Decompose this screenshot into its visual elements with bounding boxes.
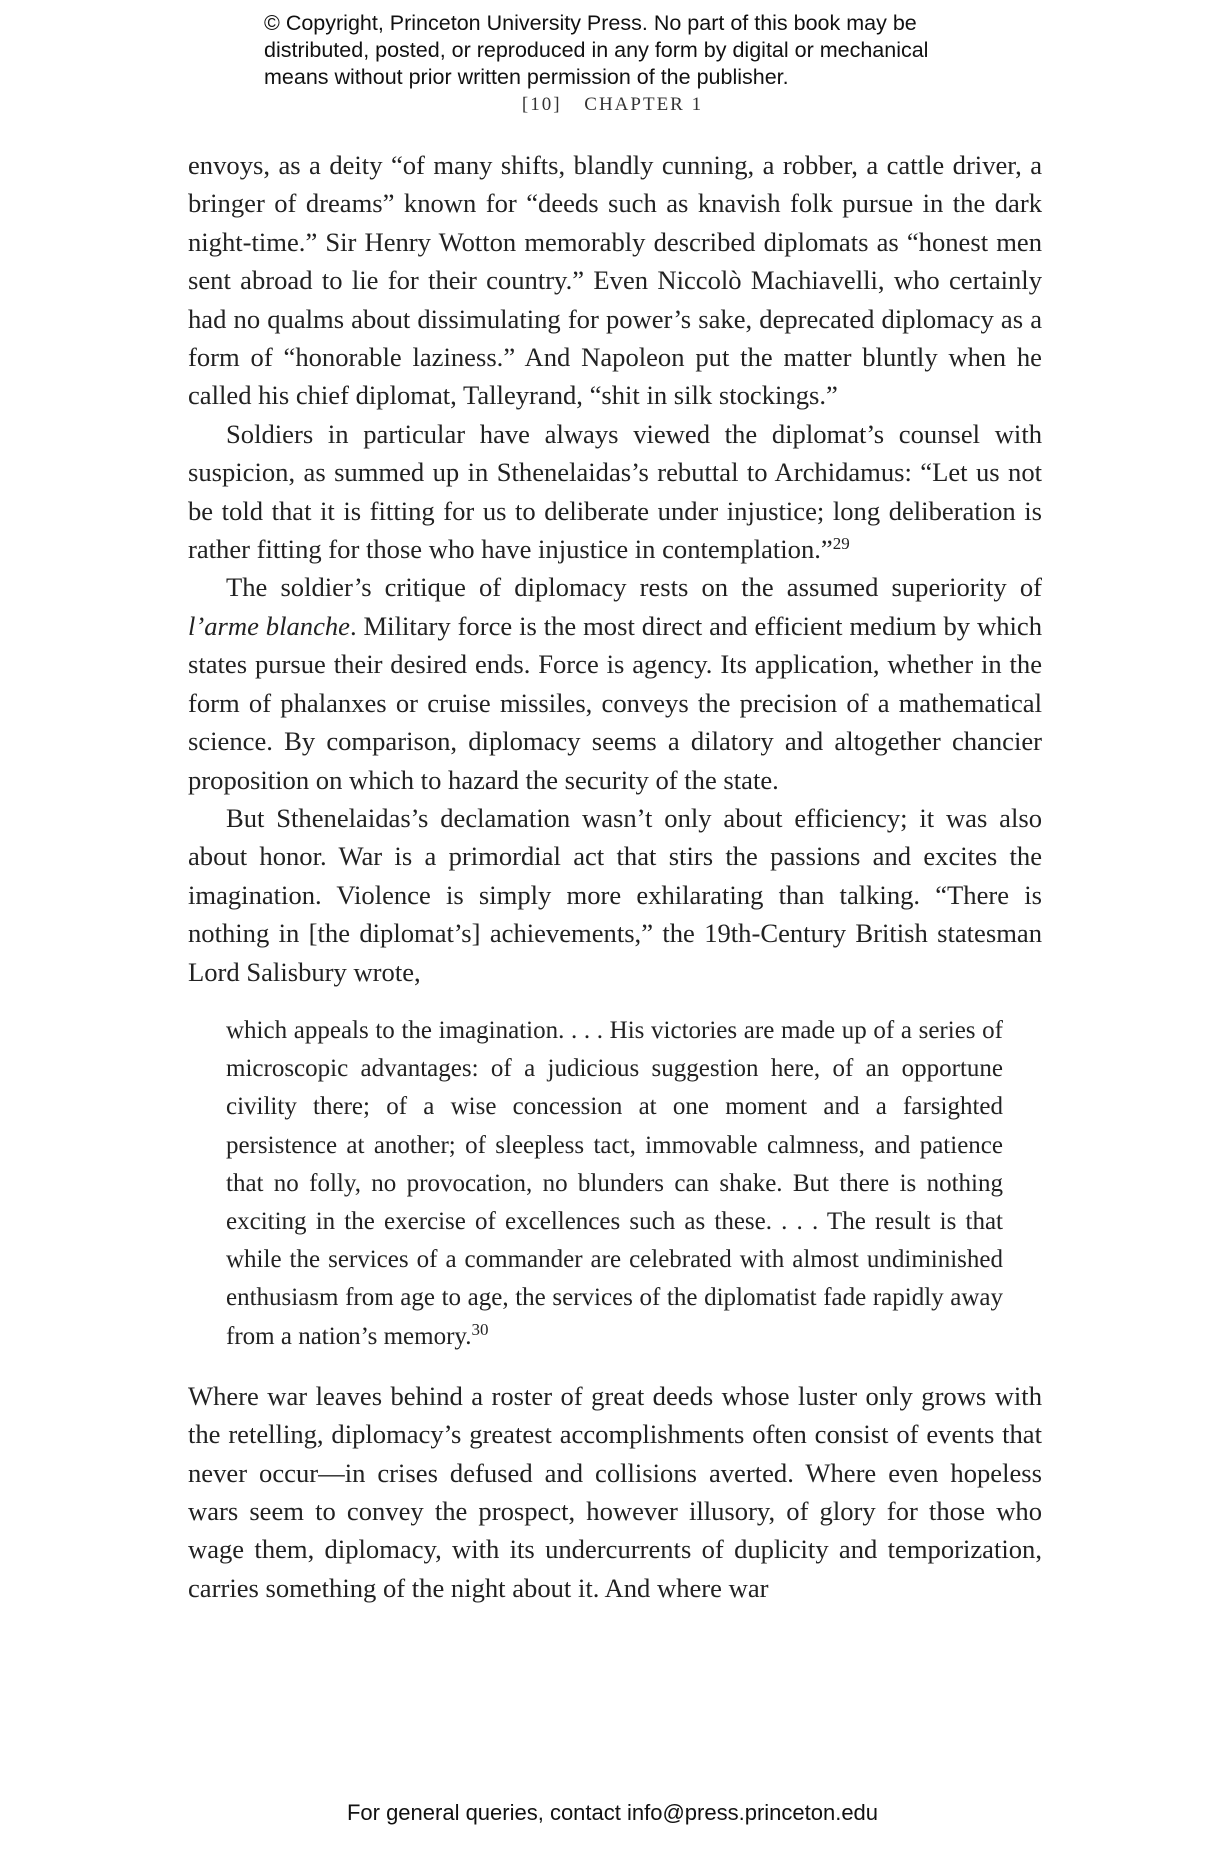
copyright-notice [264, 10, 984, 91]
copyright-line: distributed, posted, or reproduced in any form by digital or mechanical [264, 38, 929, 62]
paragraph: Where war leaves behind a roster of great deeds whose luster only grows with the retelling, diplomacy’s greatest accomplishments often consist of events that never occur—in crises defused and collisions averted. Where even hopeless wars seem to convey the prospect, however illusory, of glory for those who wage them, diplomacy, with its undercurrents of duplicity and temporization, carries something of the night about it. And where war [188, 1380, 1042, 1603]
paragraph [188, 415, 1042, 569]
footnote-marker: 30 [471, 1319, 489, 1339]
paragraph-text: Soldiers in particular have always viewed the diplomat’s counsel with suspicion, as summed up in Sthenelaidas’s rebuttal to Archidamus: “Let us not be told that it is fitting for us to deliberate under injustice; long deliberation is rather fitting for those who have injustice in contemplation.” [188, 418, 1042, 565]
paragraph-text: The soldier’s critique of diplomacy rests on the assumed superiority of [226, 572, 1042, 603]
block-quote [226, 1012, 1003, 1356]
paragraph [188, 568, 1042, 798]
chapter-label: CHAPTER 1 [584, 94, 704, 115]
copyright-line: means without prior written permission of the publisher. [264, 65, 789, 89]
copyright-line: © Copyright, Princeton University Press. No part of this book may be [264, 11, 917, 35]
quote-text: which appeals to the imagination. . . . His victories are made up of a series of microscopic advantages: of a judicious suggestion here, of an opportune civility there; of a wise concession at one moment and a farsighted persistence at another; of sleepless tact, immovable calmness, and patience that no folly, no provocation, no blunders can shake. But there is nothing exciting in the exercise of excellences such as these. . . . The result is that while the services of a commander are celebrated with almost undiminished enthusiasm from age to age, the services of the diplomatist fade rapidly away from a nation’s memory. [226, 1016, 1003, 1350]
paragraph-text: . Military force is the most direct and efficient medium by which states pursue their desired ends. Force is agency. Its application, whether in the form of phalanxes or cruise missiles, conveys the precision of a mathematical science. By comparison, diplomacy seems a dilatory and altogether chancier proposition on which to hazard the security of the state. [188, 610, 1042, 795]
paragraph: But Sthenelaidas’s declamation wasn’t only about efficiency; it was also about honor. War is a primordial act that stirs the passions and excites the imagination. Violence is simply more exhilarating than talking. “There is nothing in [the diplomat’s] achievements,” the 19th-Century British statesman Lord Salisbury wrote, [188, 802, 1042, 987]
body-text [188, 146, 1042, 1607]
italic-term: l’arme blanche [188, 610, 350, 641]
footer-contact: For general queries, contact info@press.princeton.edu [346, 1800, 879, 1825]
page-number: [10] [521, 94, 562, 115]
running-head [0, 94, 1225, 116]
footnote-marker: 29 [832, 534, 850, 554]
paragraph: envoys, as a deity “of many shifts, blandly cunning, a robber, a cattle driver, a bringer of dreams” known for “deeds such as knavish folk pursue in the dark night-time.” Sir Henry Wotton memorably described diplomats as “honest men sent abroad to lie for their country.” Even Niccolò Machiavelli, who certainly had no qualms about dissimulating for power’s sake, deprecated diplomacy as a form of “honorable laziness.” And Napoleon put the matter bluntly when he called his chief diplomat, Talleyrand, “shit in silk stockings.” [188, 150, 1042, 411]
